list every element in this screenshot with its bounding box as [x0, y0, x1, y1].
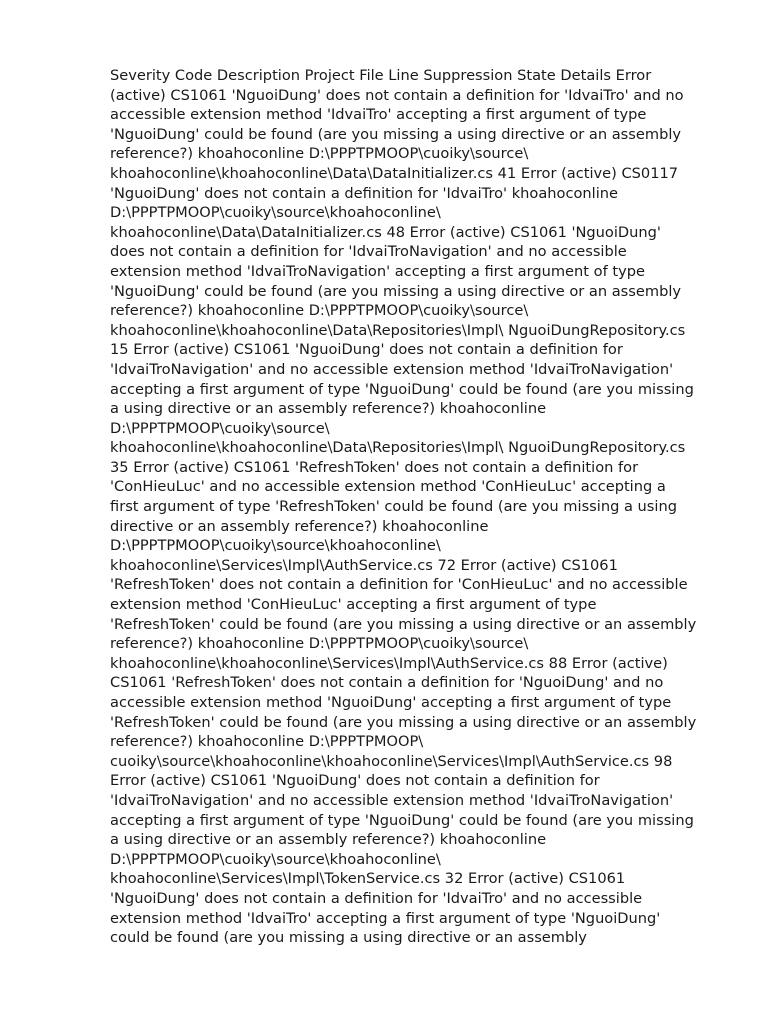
document-page: [110, 66, 698, 948]
error-list-text: Severity Code Description Project File Line Suppression State Details Error (active) CS1061 'NguoiDung' does not contain a definition for 'IdvaiTro' and no accessible extension method 'IdvaiTro' accepting a first argument of type 'NguoiDung' could be found (are you missing a using directive or an assembly reference?) khoahoconline D:\PPPTPMOOP\cuoiky\source\ khoahoconline\khoahoconline\Data\DataInitializer.cs 41 Error (active) CS0117 'NguoiDung' does not contain a definition for 'IdvaiTro' khoahoconline D:\PPPTPMOOP\cuoiky\source\khoahoconline\ khoahoconline\Data\DataInitializer.cs 48 Error (active) CS1061 'NguoiDung' does not contain a definition for 'IdvaiTroNavigation' and no accessible extension method 'IdvaiTroNavigation' accepting a first argument of type 'NguoiDung' could be found (are you missing a using directive or an assembly reference?) khoahoconline D:\PPPTPMOOP\cuoiky\source\ khoahoconline\khoahoconline\Data\Repositories\Impl\ NguoiDungRepository.cs 15 Error (active) CS1061 'NguoiDung' does not contain a definition for 'IdvaiTroNavigation' and no accessible extension method 'IdvaiTroNavigation' accepting a first argument of type 'NguoiDung' could be found (are you missing a using directive or an assembly reference?) khoahoconline D:\PPPTPMOOP\cuoiky\source\ khoahoconline\khoahoconline\Data\Repositories\Impl\ NguoiDungRepository.cs 35 Error (active) CS1061 'RefreshToken' does not contain a definition for 'ConHieuLuc' and no accessible extension method 'ConHieuLuc' accepting a first argument of type 'RefreshToken' could be found (are you missing a using directive or an assembly reference?) khoahoconline D:\PPPTPMOOP\cuoiky\source\khoahoconline\ khoahoconline\Services\Impl\AuthService.cs 72 Error (active) CS1061 'RefreshToken' does not contain a definition for 'ConHieuLuc' and no accessible extension method 'ConHieuLuc' accepting a first argument of type 'RefreshToken' could be found (are you missing a using directive or an assembly reference?) khoahoconline D:\PPPTPMOOP\cuoiky\source\ khoahoconline\khoahoconline\Services\Impl\AuthService.cs 88 Error (active) CS1061 'RefreshToken' does not contain a definition for 'NguoiDung' and no accessible extension method 'NguoiDung' accepting a first argument of type 'RefreshToken' could be found (are you missing a using directive or an assembly reference?) khoahoconline D:\PPPTPMOOP\ cuoiky\source\khoahoconline\khoahoconline\Services\Impl\AuthService.cs 98 Error (active) CS1061 'NguoiDung' does not contain a definition for 'IdvaiTroNavigation' and no accessible extension method 'IdvaiTroNavigation' accepting a first argument of type 'NguoiDung' could be found (are you missing a using directive or an assembly reference?) khoahoconline D:\PPPTPMOOP\cuoiky\source\khoahoconline\ khoahoconline\Services\Impl\TokenService.cs 32 Error (active) CS1061 'NguoiDung' does not contain a definition for 'IdvaiTro' and no accessible extension method 'IdvaiTro' accepting a first argument of type 'NguoiDung' could be found (are you missing a using directive or an assembly: [110, 67, 697, 947]
